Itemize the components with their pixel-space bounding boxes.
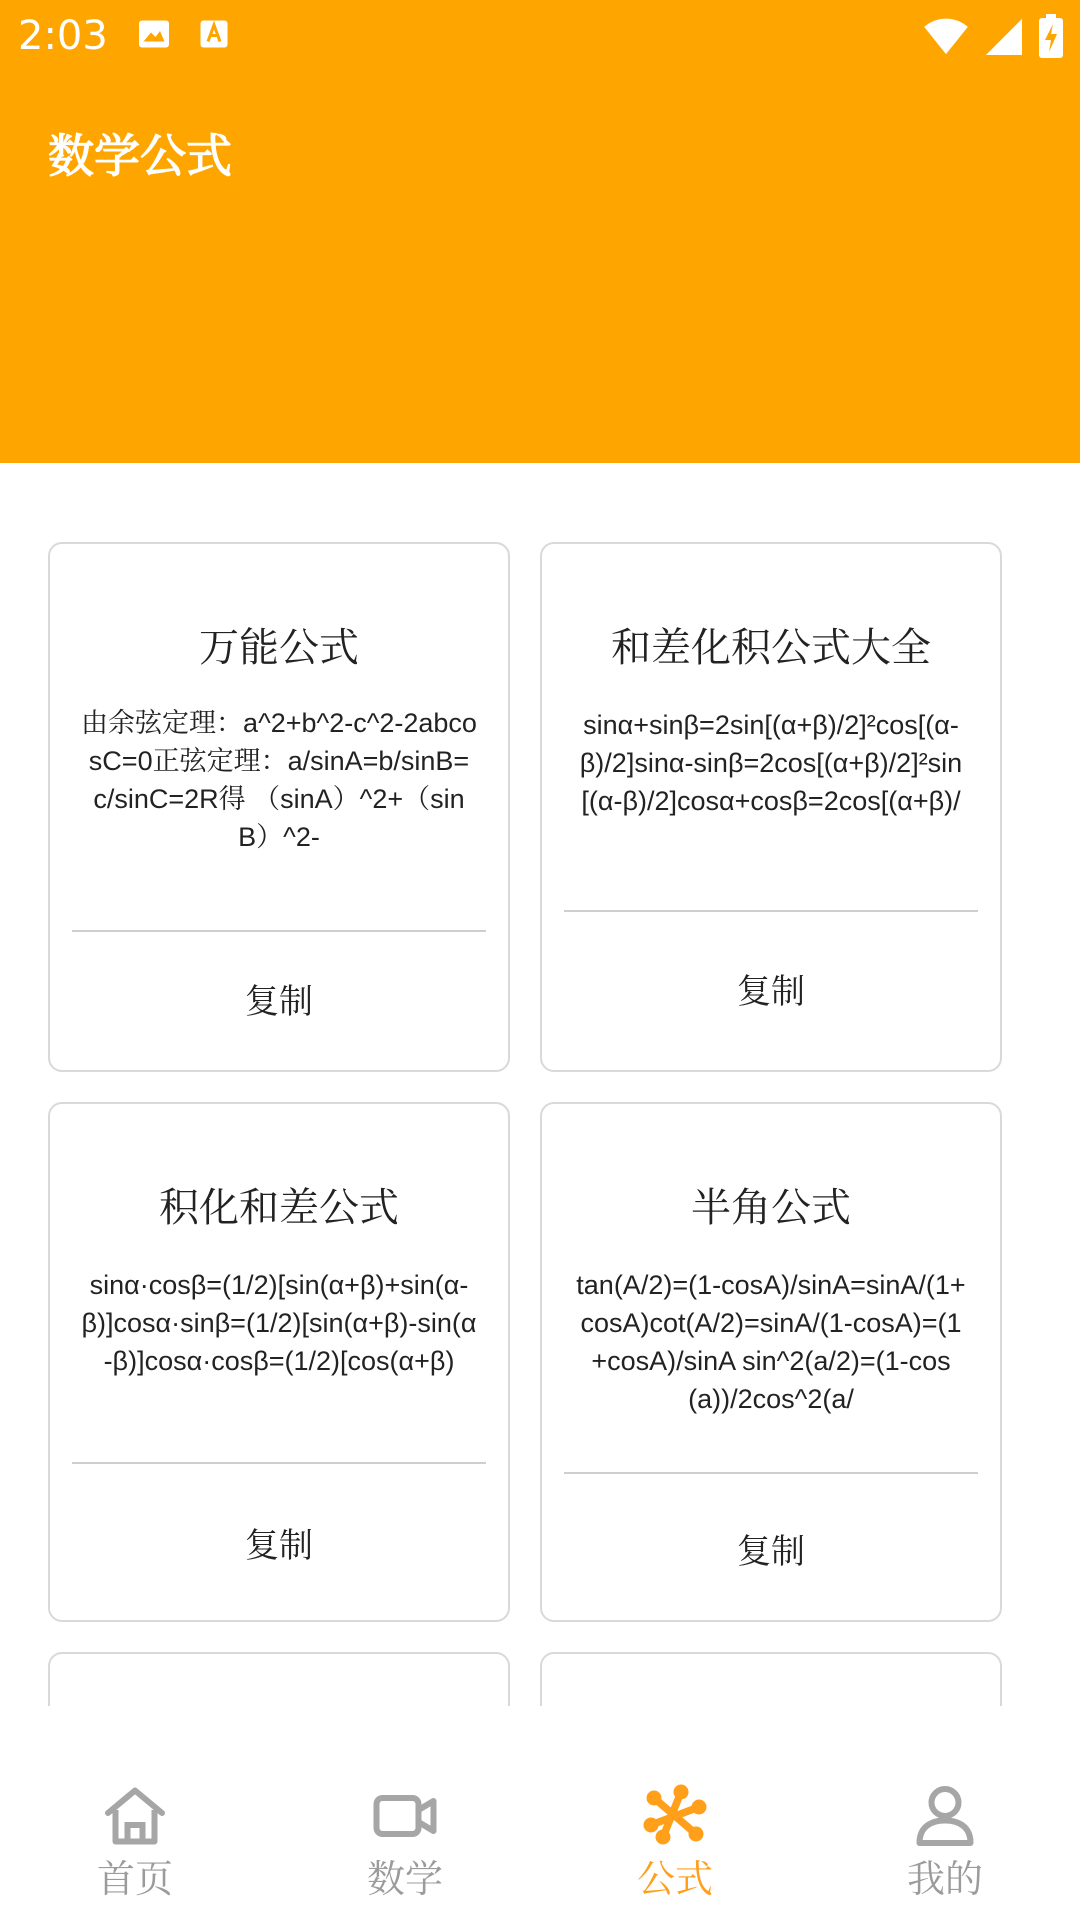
nav-item-profile[interactable] [810,1706,1080,1920]
card-divider [564,1472,978,1474]
nav-label: 我的 [906,1857,983,1901]
card-formula-text: tan(A/2)=(1-cosA)/sinA=sinA/(1+cosA)cot(A/2)=sinA/(1-cosA)=(1+cosA)/sinA sin^2(a/2)=(1-cos(a))/2cos^2(a/ [576,1270,966,1414]
card-divider [564,910,978,912]
video-camera-icon [369,1780,441,1852]
nav-item-math[interactable] [270,1706,540,1920]
copy-button[interactable]: 复制 [737,1532,805,1572]
card-formula-text: 由余弦定理：a^2+b^2-c^2-2abcosC=0正弦定理：a/sinA=b/sinB=c/sinC=2R得 （sinA）^2+（sinB）^2- [81,708,477,852]
card-title: 积化和差公式 [159,1185,399,1231]
copy-button[interactable]: 复制 [245,982,313,1022]
nav-label: 公式 [636,1857,713,1901]
card-title: 万能公式 [199,625,359,671]
copy-button[interactable]: 复制 [245,1526,313,1566]
copy-button[interactable]: 复制 [737,972,805,1012]
formula-card [540,542,1002,1072]
formula-card [48,1102,510,1622]
card-formula-text: sinα·cosβ=(1/2)[sin(α+β)+sin(α-β)]cosα·sinβ=(1/2)[sin(α+β)-sin(α-β)]cosα·cosβ=(1/2)[cos(α+β) [81,1270,477,1376]
nav-item-home[interactable] [0,1706,270,1920]
formula-card-partial[interactable] [540,1652,1002,1706]
formula-network-icon [639,1780,711,1852]
card-divider [72,930,486,932]
home-icon [99,1780,171,1852]
status-left-icons [136,16,232,52]
status-right-icons [924,14,1064,58]
nav-item-formula[interactable] [540,1706,810,1920]
card-title: 半角公式 [691,1185,851,1231]
nav-label: 首页 [96,1857,173,1901]
cellular-signal-icon [984,16,1022,56]
nav-label: 数学 [366,1857,443,1901]
header [0,0,1080,463]
card-formula-text: sinα+sinβ=2sin[(α+β)/2]²cos[(α-β)/2]sinα-sinβ=2cos[(α+β)/2]²sin[(α-β)/2]cosα+cosβ=2cos[(α+β)/ [579,710,963,816]
formula-grid[interactable] [0,463,1080,1706]
formula-card [48,542,510,1072]
text-notification-icon [196,16,232,52]
card-title: 和差化积公式大全 [611,625,931,671]
formula-card [540,1102,1002,1622]
image-notification-icon [136,16,172,52]
bottom-nav [0,1706,1080,1920]
battery-charging-icon [1038,14,1064,58]
card-divider [72,1462,486,1464]
formula-card-partial[interactable] [48,1652,510,1706]
status-bar [0,0,1080,72]
wifi-icon [924,16,968,56]
status-time: 2:03 [18,13,108,59]
profile-icon [909,1780,981,1852]
page-title: 数学公式 [48,129,232,183]
